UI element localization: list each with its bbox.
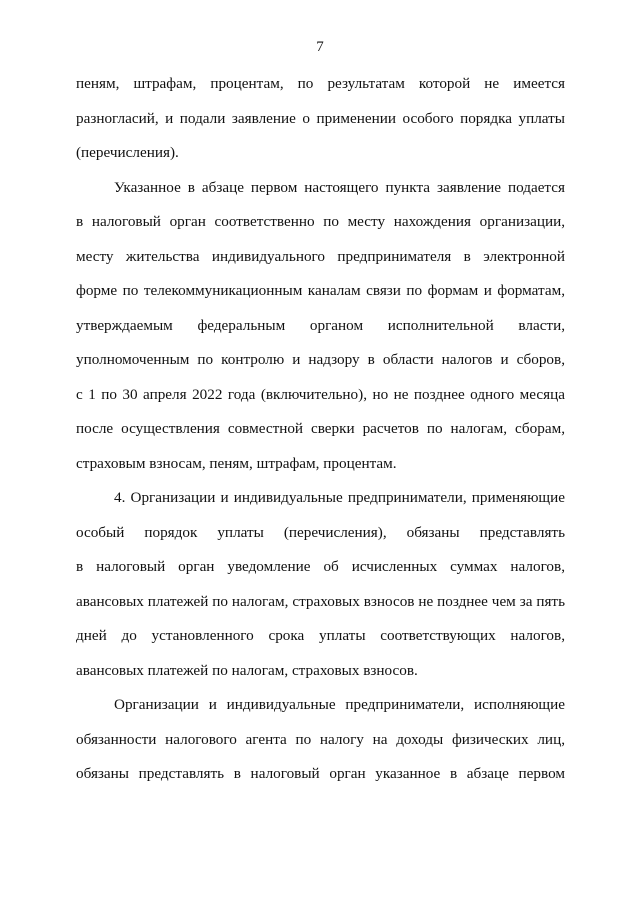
text-line: обязанности налогового агента по налогу на доходы физических лиц, bbox=[76, 730, 565, 748]
text-line: утверждаемым федеральным органом исполнительной власти, bbox=[76, 316, 565, 334]
text-line: в налоговый орган соответственно по месту нахождения организации, bbox=[76, 213, 565, 230]
text-line: авансовых платежей по налогам, страховых взносов. bbox=[76, 661, 418, 679]
text-line: страховым взносам, пеням, штрафам, процентам. bbox=[76, 454, 397, 472]
paragraph-start-line: Указанное в абзаце первом настоящего пункта заявление подается bbox=[114, 178, 565, 196]
paragraph-start-line: Организации и индивидуальные предприниматели, исполняющие bbox=[114, 696, 565, 713]
text-line: разногласий, и подали заявление о применении особого порядка уплаты bbox=[76, 109, 565, 127]
text-line: в налоговый орган уведомление об исчисленных суммах налогов, bbox=[76, 558, 565, 575]
text-line: дней до установленного срока уплаты соответствующих налогов, bbox=[76, 627, 565, 644]
page-number: 7 bbox=[316, 39, 324, 55]
text-line: особый порядок уплаты (перечисления), обязаны представлять bbox=[76, 523, 565, 541]
document-body bbox=[76, 67, 565, 792]
text-line: форме по телекоммуникационным каналам связи по формам и форматам, bbox=[76, 282, 565, 299]
text-line: после осуществления совместной сверки расчетов по налогам, сборам, bbox=[76, 420, 565, 437]
text-line: с 1 по 30 апреля 2022 года (включительно), но не позднее одного месяца bbox=[76, 385, 565, 403]
text-line: пеням, штрафам, процентам, по результатам которой не имеется bbox=[76, 75, 565, 92]
paragraph-start-line: 4. Организации и индивидуальные предприниматели, применяющие bbox=[114, 489, 565, 506]
text-line: (перечисления). bbox=[76, 144, 179, 161]
text-line: уполномоченным по контролю и надзору в области налогов и сборов, bbox=[76, 351, 565, 368]
text-line: месту жительства индивидуального предпринимателя в электронной bbox=[76, 247, 565, 265]
text-line: обязаны представлять в налоговый орган указанное в абзаце первом bbox=[76, 765, 565, 782]
text-line: авансовых платежей по налогам, страховых взносов не позднее чем за пять bbox=[76, 592, 565, 610]
